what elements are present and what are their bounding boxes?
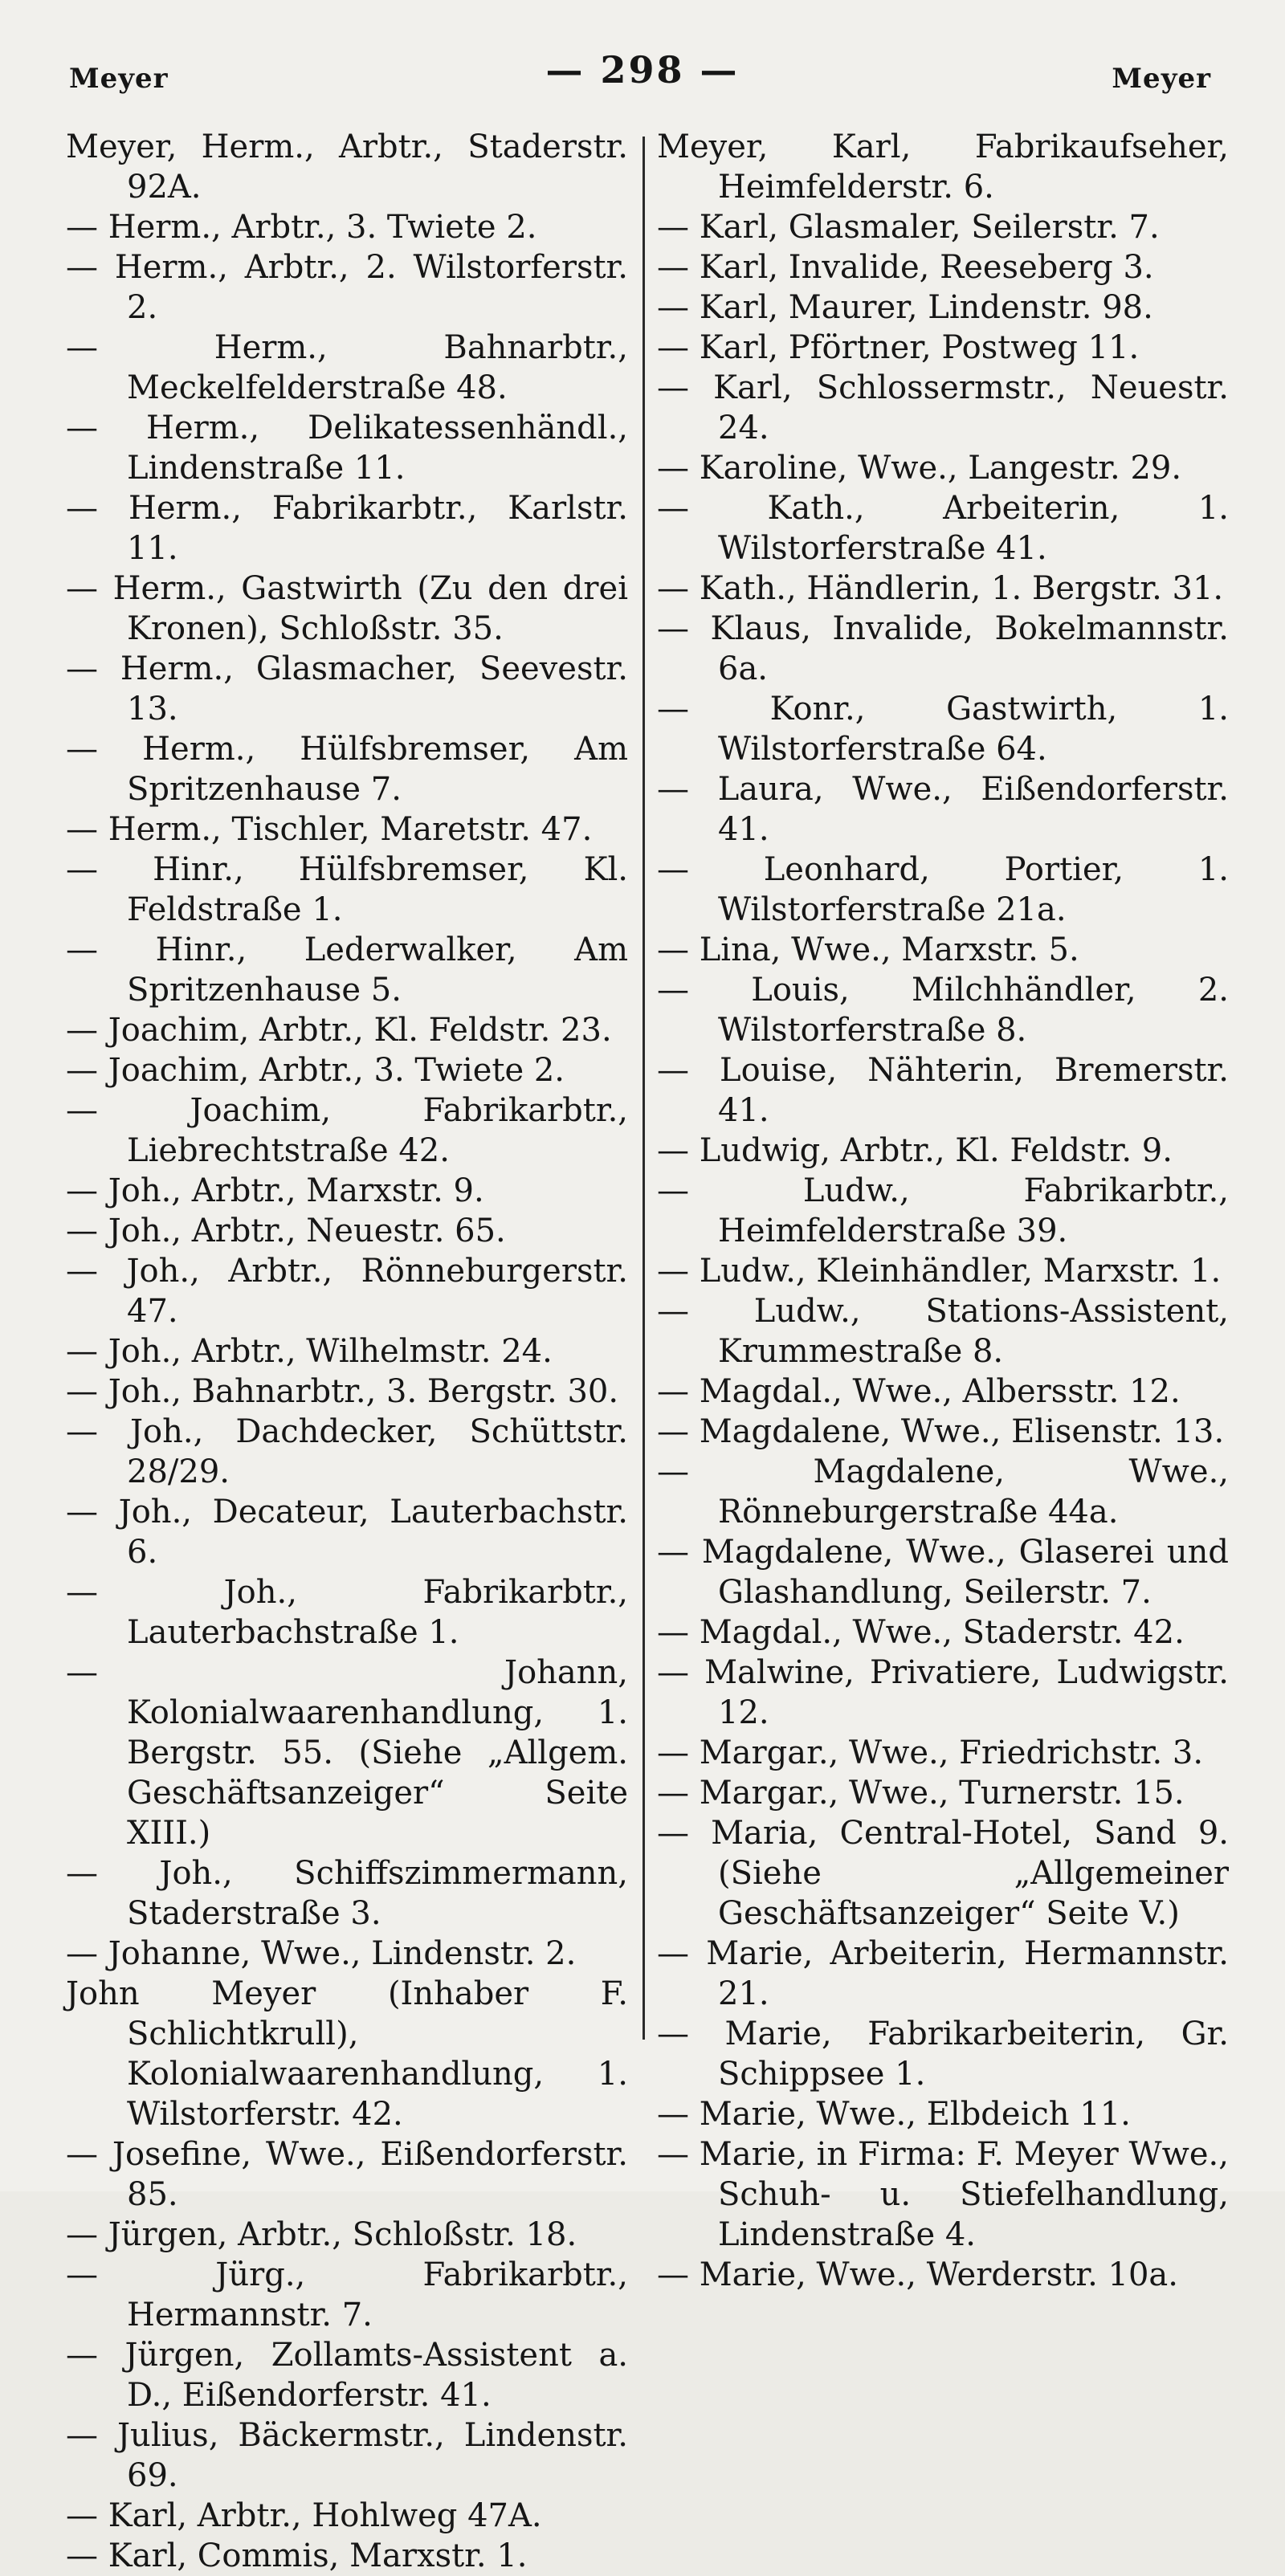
directory-entry: — Herm., Hülfsbremser, Am Spritzenhause 7. bbox=[66, 731, 628, 808]
directory-entry: — Maria, Central-Hotel, Sand 9. (Siehe „Allgemeiner Geschäftsanzeiger“ Seite V.) bbox=[657, 1815, 1229, 1932]
directory-entry: — Joh., Arbtr., Neuestr. 65. bbox=[66, 1213, 506, 1249]
directory-entry: — Hinr., Lederwalker, Am Spritzenhause 5. bbox=[66, 931, 628, 1009]
directory-entry: — Marie, in Firma: F. Meyer Wwe., Schuh- u. Stiefelhandlung, Lindenstraße 4. bbox=[657, 2136, 1229, 2253]
directory-entry: — Hinr., Hülfsbremser, Kl. Feldstraße 1. bbox=[66, 851, 628, 928]
directory-entry: — Joh., Arbtr., Rönneburgerstr. 47. bbox=[66, 1253, 628, 1330]
directory-entry: — Jürg., Fabrikarbtr., Hermannstr. 7. bbox=[66, 2256, 628, 2333]
page-header bbox=[0, 48, 1285, 104]
right-column bbox=[657, 127, 1229, 2295]
directory-entry: — Herm., Tischler, Maretstr. 47. bbox=[66, 811, 593, 848]
directory-entry: — Ludw., Fabrikarbtr., Heimfelderstraße 39. bbox=[657, 1172, 1229, 1249]
directory-entry: — Joh., Arbtr., Marxstr. 9. bbox=[66, 1172, 484, 1209]
directory-entry: — Louise, Nähterin, Bremerstr. 41. bbox=[657, 1052, 1229, 1129]
directory-entry: — Joh., Decateur, Lauterbachstr. 6. bbox=[66, 1494, 628, 1571]
directory-entry: — Malwine, Privatiere, Ludwigstr. 12. bbox=[657, 1654, 1229, 1731]
directory-entry: — Joh., Fabrikarbtr., Lauterbachstraße 1. bbox=[66, 1574, 628, 1651]
directory-entry: — Marie, Wwe., Elbdeich 11. bbox=[657, 2096, 1131, 2133]
directory-entry: — Magdalene, Wwe., Elisenstr. 13. bbox=[657, 1413, 1225, 1450]
directory-entry: — Louis, Milchhändler, 2. Wilstorferstraße 8. bbox=[657, 972, 1229, 1049]
directory-entry: — Joh., Arbtr., Wilhelmstr. 24. bbox=[66, 1333, 553, 1370]
directory-entry: — Ludw., Stations-Assistent, Krummestraße 8. bbox=[657, 1293, 1229, 1370]
directory-entry: — Marie, Arbeiterin, Hermannstr. 21. bbox=[657, 1935, 1229, 2012]
directory-entry: — Margar., Wwe., Turnerstr. 15. bbox=[657, 1775, 1185, 1812]
directory-entry: — Josefine, Wwe., Eißendorferstr. 85. bbox=[66, 2136, 628, 2213]
directory-entry: — Kath., Arbeiterin, 1. Wilstorferstraße 41. bbox=[657, 490, 1229, 567]
directory-entry: — Herm., Fabrikarbtr., Karlstr. 11. bbox=[66, 490, 628, 567]
directory-entry: — Marie, Wwe., Werderstr. 10a. bbox=[657, 2256, 1178, 2293]
directory-entry: — Joachim, Arbtr., Kl. Feldstr. 23. bbox=[66, 1012, 612, 1049]
directory-entry: — Magdal., Wwe., Albersstr. 12. bbox=[657, 1373, 1181, 1410]
directory-entry: — Joh., Dachdecker, Schüttstr. 28/29. bbox=[66, 1413, 628, 1490]
directory-entry: — Karl, Invalide, Reeseberg 3. bbox=[657, 249, 1154, 286]
directory-entry: — Laura, Wwe., Eißendorferstr. 41. bbox=[657, 771, 1229, 848]
directory-entry: — Johann, Kolonialwaarenhandlung, 1. Bergstr. 55. (Siehe „Allgem. Geschäftsanzeiger“ Seite XIII.) bbox=[66, 1654, 628, 1852]
directory-entry: — Karl, Commis, Marxstr. 1. bbox=[66, 2537, 528, 2574]
header-left-keyword: Meyer bbox=[69, 63, 169, 95]
directory-entry: — Marie, Fabrikarbeiterin, Gr. Schippsee 1. bbox=[657, 2016, 1229, 2093]
column-divider bbox=[642, 137, 645, 2040]
directory-entry: — Karoline, Wwe., Langestr. 29. bbox=[657, 450, 1182, 487]
directory-entry: — Lina, Wwe., Marxstr. 5. bbox=[657, 931, 1079, 968]
directory-entry: — Kath., Händlerin, 1. Bergstr. 31. bbox=[657, 570, 1224, 607]
directory-entry: — Herm., Bahnarbtr., Meckelfelderstraße 48. bbox=[66, 329, 628, 406]
directory-entry: — Ludwig, Arbtr., Kl. Feldstr. 9. bbox=[657, 1132, 1173, 1169]
directory-entry: — Herm., Delikatessenhändl., Lindenstraße 11. bbox=[66, 410, 628, 487]
directory-entry: — Karl, Maurer, Lindenstr. 98. bbox=[657, 289, 1153, 326]
directory-entry: — Julius, Bäckermstr., Lindenstr. 69. bbox=[66, 2417, 628, 2494]
directory-entry: — Leonhard, Portier, 1. Wilstorferstraße 21a. bbox=[657, 851, 1229, 928]
left-column bbox=[66, 127, 628, 2576]
directory-entry: — Joh., Bahnarbtr., 3. Bergstr. 30. bbox=[66, 1373, 619, 1410]
directory-entry: Meyer, Karl, Fabrikaufseher, Heimfelderstr. 6. bbox=[657, 128, 1229, 206]
header-right-keyword: Meyer bbox=[1112, 63, 1211, 95]
directory-entry: — Karl, Arbtr., Hohlweg 47A. bbox=[66, 2497, 542, 2534]
directory-entry: — Klaus, Invalide, Bokelmannstr. 6a. bbox=[657, 610, 1229, 687]
directory-entry: Meyer, Herm., Arbtr., Staderstr. 92A. bbox=[66, 128, 628, 206]
directory-entry: — Ludw., Kleinhändler, Marxstr. 1. bbox=[657, 1253, 1222, 1290]
directory-entry: — Joachim, Arbtr., 3. Twiete 2. bbox=[66, 1052, 565, 1089]
directory-entry: — Konr., Gastwirth, 1. Wilstorferstraße 64. bbox=[657, 691, 1229, 768]
directory-entry: — Jürgen, Zollamts-Assistent a. D., Eißendorferstr. 41. bbox=[66, 2337, 628, 2414]
directory-entry: — Magdal., Wwe., Staderstr. 42. bbox=[657, 1614, 1185, 1651]
directory-entry: — Joachim, Fabrikarbtr., Liebrechtstraße 42. bbox=[66, 1092, 628, 1169]
directory-entry: — Johanne, Wwe., Lindenstr. 2. bbox=[66, 1935, 577, 1972]
directory-entry: — Jürgen, Arbtr., Schloßstr. 18. bbox=[66, 2216, 577, 2253]
directory-entry: — Karl, Pförtner, Postweg 11. bbox=[657, 329, 1140, 366]
directory-entry: — Herm., Arbtr., 2. Wilstorferstr. 2. bbox=[66, 249, 628, 326]
page-number: — 298 — bbox=[545, 48, 740, 92]
directory-entry: — Margar., Wwe., Friedrichstr. 3. bbox=[657, 1734, 1204, 1771]
directory-entry: — Herm., Arbtr., 3. Twiete 2. bbox=[66, 209, 537, 246]
directory-entry: — Herm., Gastwirth (Zu den drei Kronen), Schloßstr. 35. bbox=[66, 570, 628, 647]
directory-entry: — Joh., Schiffszimmermann, Staderstraße 3. bbox=[66, 1855, 628, 1932]
directory-entry: — Karl, Schlossermstr., Neuestr. 24. bbox=[657, 369, 1229, 446]
directory-entry: — Magdalene, Wwe., Rönneburgerstraße 44a. bbox=[657, 1453, 1229, 1531]
directory-entry: — Karl, Glasmaler, Seilerstr. 7. bbox=[657, 209, 1160, 246]
directory-entry: John Meyer (Inhaber F. Schlichtkrull), Kolonialwaarenhandlung, 1. Wilstorferstr. 42. bbox=[66, 1975, 628, 2133]
directory-entry: — Herm., Glasmacher, Seevestr. 13. bbox=[66, 650, 628, 728]
directory-entry: — Magdalene, Wwe., Glaserei und Glashandlung, Seilerstr. 7. bbox=[657, 1534, 1229, 1611]
